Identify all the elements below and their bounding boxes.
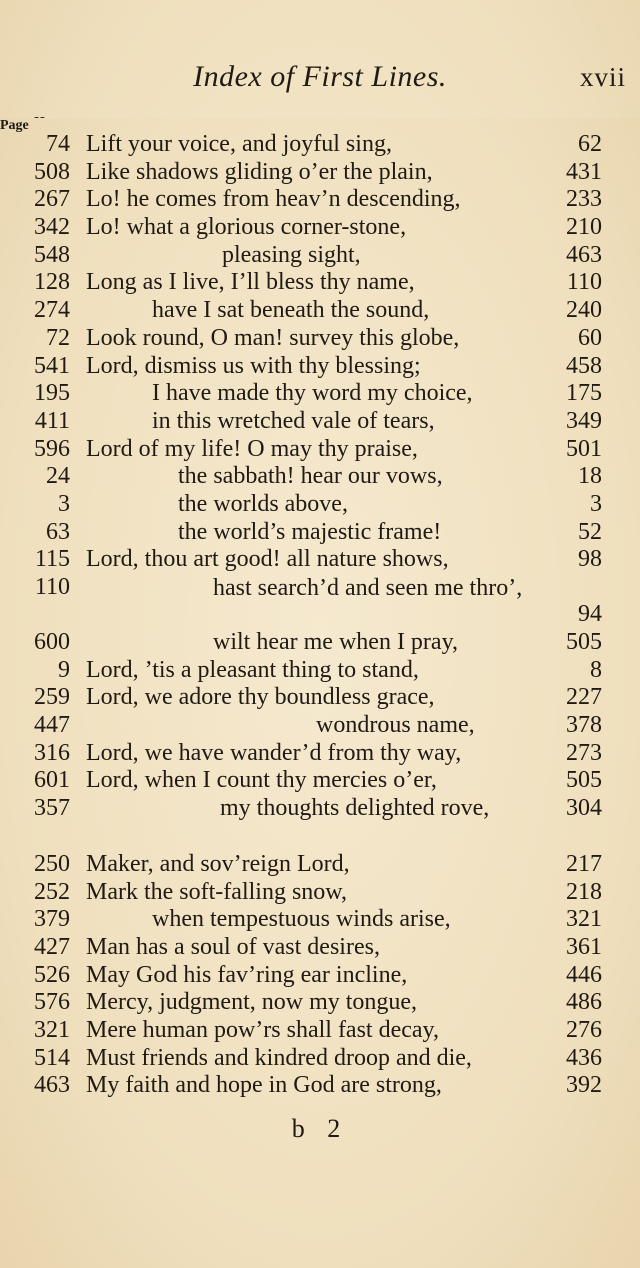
hymn-number: 24: [46, 463, 70, 490]
hymn-number: 274: [34, 297, 70, 324]
hymn-number: 463: [34, 1072, 70, 1099]
first-line-text: pleasing sight,: [222, 241, 361, 268]
hymn-number: 548: [34, 241, 70, 268]
first-line-text: Man has a soul of vast desires,: [86, 933, 380, 960]
index-entry: [0, 712, 640, 740]
index-entry: [0, 186, 640, 214]
index-entry: [0, 657, 640, 685]
page-number: 110: [566, 269, 602, 296]
hymn-number: 321: [34, 1016, 70, 1043]
page-number: 486: [566, 989, 602, 1016]
hymn-number: 259: [34, 684, 70, 711]
index-entry: [0, 131, 640, 159]
index-entry: [0, 491, 640, 519]
page-numeral: xvii: [579, 62, 626, 92]
page-number: 276: [566, 1016, 602, 1043]
page-column-label: Page: [0, 118, 640, 1268]
hymn-number: 316: [34, 739, 70, 766]
index-entry: [0, 463, 640, 491]
page-number: 218: [566, 878, 602, 905]
hymn-number: 110: [34, 574, 70, 600]
first-line-text: the sabbath! hear our vows,: [178, 463, 443, 490]
hymn-number: 600: [34, 629, 70, 655]
page-number: 349: [566, 407, 602, 434]
hymn-number: 508: [34, 158, 70, 185]
first-line-text: Lord, ’tis a pleasant thing to stand,: [86, 656, 419, 683]
index-entry: [0, 1072, 640, 1100]
hymn-number: 596: [34, 435, 70, 462]
page-number: 361: [566, 933, 602, 960]
page-number: 463: [566, 241, 602, 268]
hymn-number: 3: [58, 490, 70, 517]
hymn-number: 115: [34, 546, 70, 573]
hymn-number: 9: [58, 656, 70, 683]
first-line-text: the world’s majestic frame!: [178, 518, 442, 545]
page-number: 175: [566, 380, 602, 407]
section-break: [0, 823, 640, 851]
first-line-text: Like shadows gliding o’er the plain,: [86, 158, 433, 185]
index-list: [0, 131, 640, 1100]
hymn-number: 379: [34, 906, 70, 933]
hymn-number: 601: [34, 767, 70, 794]
first-line-text: Lord, we have wander’d from thy way,: [86, 739, 462, 766]
index-entry: [0, 325, 640, 353]
page-number: 458: [566, 352, 602, 379]
page-number: 304: [566, 795, 602, 822]
page-number: 436: [566, 1044, 602, 1071]
first-line-text: Lo! what a glorious corner-stone,: [86, 214, 407, 241]
index-entry: [0, 906, 640, 934]
first-line-text: when tempestuous winds arise,: [152, 906, 451, 933]
index-entry: [0, 546, 640, 574]
first-line-text: my thoughts delighted rove,: [220, 795, 490, 822]
hymn-number: 252: [34, 878, 70, 905]
first-line-text: Lord, thou art good! all nature shows,: [86, 546, 449, 573]
hymn-number: 342: [34, 214, 70, 241]
page-number: 3: [590, 490, 602, 517]
first-line-text: Lord, we adore thy boundless grace,: [86, 684, 435, 711]
page-number: 505: [566, 629, 602, 655]
hymn-number: 541: [34, 352, 70, 379]
hymn-number: 447: [34, 712, 70, 739]
page-number: 52: [578, 518, 602, 545]
page-number: 321: [566, 906, 602, 933]
index-entry: [0, 629, 640, 657]
first-line-text: Look round, O man! survey this globe,: [86, 324, 460, 351]
first-line-text: Lord of my life! O may thy praise,: [86, 435, 418, 462]
first-line-text: Maker, and sov’reign Lord,: [86, 850, 350, 877]
first-line-text: hast search’d and seen me thro’,: [213, 575, 523, 601]
index-entry: [0, 214, 640, 242]
page-number: 501: [566, 435, 602, 462]
first-line-text: Lord, dismiss us with thy blessing;: [86, 352, 421, 379]
hymn-number: 128: [34, 269, 70, 296]
first-line-text: in this wretched vale of tears,: [152, 407, 435, 434]
page-number: 60: [578, 324, 602, 351]
page-number: 62: [578, 131, 602, 157]
index-entry: [0, 962, 640, 990]
page-number: 378: [566, 712, 602, 739]
index-entry: [0, 740, 640, 768]
index-entry: [0, 242, 640, 270]
first-line-text: Lord, when I count thy mercies o’er,: [86, 767, 437, 794]
first-line-text: Mark the soft-falling snow,: [86, 878, 348, 905]
index-entry: [0, 989, 640, 1017]
first-line-text: the worlds above,: [178, 490, 348, 517]
first-line-text: May God his fav’ring ear incline,: [86, 961, 408, 988]
page-number: 94: [578, 601, 602, 627]
page-number: 273: [566, 739, 602, 766]
index-entry: [0, 297, 640, 325]
index-entry: [0, 684, 640, 712]
page-number: 431: [566, 158, 602, 185]
page-number: 8: [590, 656, 602, 683]
index-entry: [0, 851, 640, 879]
page-number: 18: [578, 463, 602, 490]
hymn-number: 267: [34, 186, 70, 213]
hymn-number: 63: [46, 518, 70, 545]
index-entry: [0, 159, 640, 187]
page-number: 392: [566, 1072, 602, 1099]
index-entry: [0, 767, 640, 795]
hymn-number: 514: [34, 1044, 70, 1071]
hymn-number: 195: [34, 380, 70, 407]
first-line-text: Must friends and kindred droop and die,: [86, 1044, 472, 1071]
index-entry: [0, 574, 640, 629]
first-line-text: I have made thy word my choice,: [152, 380, 473, 407]
page-number: 217: [566, 850, 602, 877]
index-entry: [0, 353, 640, 381]
first-line-text: Lo! he comes from heav’n descending,: [86, 186, 461, 213]
first-line-text: wondrous name,: [316, 712, 475, 739]
hymn-number: 427: [34, 933, 70, 960]
hymn-number: 411: [34, 407, 70, 434]
first-line-text: wilt hear me when I pray,: [213, 629, 459, 655]
index-entry: [0, 934, 640, 962]
index-entry: [0, 436, 640, 464]
hymn-number: 576: [34, 989, 70, 1016]
index-entry: [0, 380, 640, 408]
page-number: 227: [566, 684, 602, 711]
first-line-text: Lift your voice, and joyful sing,: [86, 131, 392, 157]
first-line-text: My faith and hope in God are strong,: [86, 1072, 442, 1099]
hymn-number: 250: [34, 850, 70, 877]
index-entry: [0, 269, 640, 297]
first-line-text: have I sat beneath the sound,: [152, 297, 430, 324]
index-entry: [0, 1045, 640, 1073]
page-title: Index of First Lines.: [193, 60, 447, 93]
first-line-text: Mercy, judgment, now my tongue,: [86, 989, 418, 1016]
index-entry: [0, 1017, 640, 1045]
hymn-number: 526: [34, 961, 70, 988]
page-number: 446: [566, 961, 602, 988]
index-entry: [0, 519, 640, 547]
page-number: 240: [566, 297, 602, 324]
hymn-number: 74: [46, 131, 70, 157]
index-entry: [0, 795, 640, 823]
hymn-number: 357: [34, 795, 70, 822]
first-line-text: Mere human pow’rs shall fast decay,: [86, 1016, 439, 1043]
signature-mark: b 2: [291, 1114, 349, 1143]
page-number: 98: [578, 546, 602, 573]
index-entry: [0, 879, 640, 907]
first-line-text: Long as I live, I’ll bless thy name,: [86, 269, 415, 296]
index-entry: [0, 408, 640, 436]
hymn-number: 72: [46, 324, 70, 351]
page-number: 233: [566, 186, 602, 213]
page-number: 210: [566, 214, 602, 241]
page-number: 505: [566, 767, 602, 794]
